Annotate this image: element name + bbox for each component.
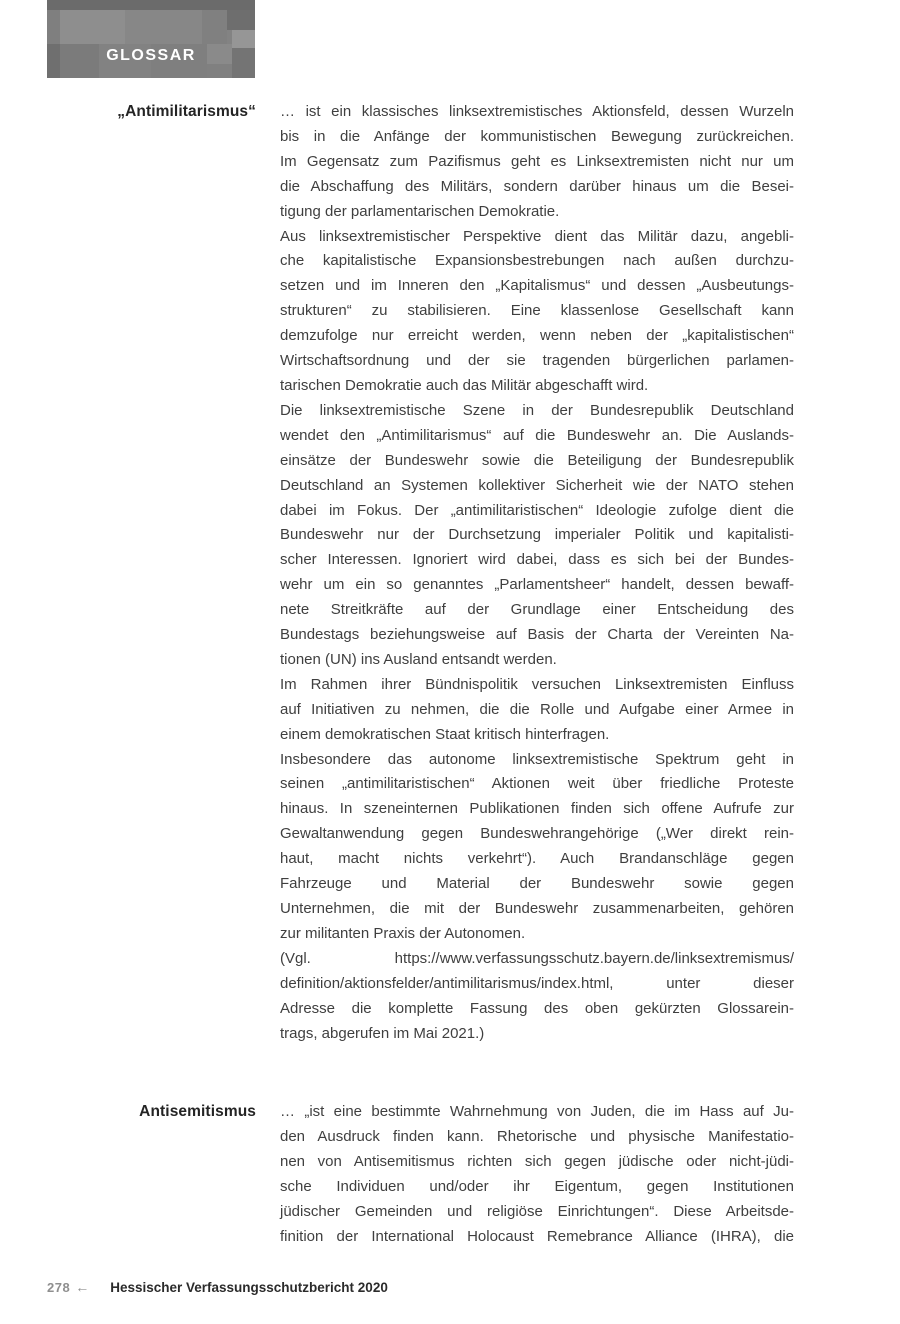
body-line: Wirtschaftsordnung und der sie tragenden bürgerlichen parlamen- bbox=[280, 352, 794, 370]
glossary-entry bbox=[47, 100, 794, 1046]
body-line: definition/aktionsfelder/antimilitarismus/index.html, unter dieser bbox=[280, 974, 794, 992]
body-line: tarischen Demokratie auch das Militär abgeschafft wird. bbox=[280, 376, 649, 394]
body-line: nete Streitkräfte auf der Grundlage einer Entscheidung des bbox=[280, 601, 794, 619]
body-line: tigung der parlamentarischen Demokratie. bbox=[280, 202, 560, 220]
body-line: Im Gegensatz zum Pazifismus geht es Linksextremisten nicht nur um bbox=[280, 152, 794, 170]
body-line: seinen „antimilitaristischen“ Aktionen weit über friedliche Proteste bbox=[280, 775, 794, 793]
body-line: haut, macht nichts verkehrt“). Auch Brandanschläge gegen bbox=[280, 850, 794, 868]
body-line: sche Individuen und/oder ihr Eigentum, gegen Institutionen bbox=[280, 1178, 794, 1196]
body-line: Bundestags beziehungsweise auf Basis der Charta der Vereinten Na- bbox=[280, 626, 794, 644]
body-line: Fahrzeuge und Material der Bundeswehr sowie gegen bbox=[280, 875, 794, 893]
term-definition bbox=[280, 100, 794, 1046]
mosaic-tile bbox=[60, 10, 125, 44]
paragraph bbox=[280, 673, 794, 748]
body-line: Insbesondere das autonome linksextremistische Spektrum geht in bbox=[280, 750, 794, 768]
page-number: 278 bbox=[47, 1280, 71, 1295]
page-footer bbox=[47, 1279, 388, 1295]
body-line: hinaus. In szeneinternen Publikationen finden sich offene Aufrufe zur bbox=[280, 800, 794, 818]
paragraph bbox=[280, 399, 794, 673]
term-definition bbox=[280, 1100, 794, 1249]
mosaic-tile bbox=[47, 10, 60, 44]
mosaic-tile bbox=[47, 0, 255, 10]
body-line: strukturen“ zu stabilisieren. Eine klassenlose Gesellschaft kann bbox=[280, 302, 794, 320]
body-line: zur militanten Praxis der Autonomen. bbox=[280, 924, 526, 942]
body-line: finition der International Holocaust Remebrance Alliance (IHRA), die bbox=[280, 1227, 794, 1245]
body-line: auf Initiativen zu nehmen, die die Rolle und Aufgabe einer Armee in bbox=[280, 700, 794, 718]
glossar-header bbox=[47, 0, 255, 78]
term-label: „Antimilitarismus“ bbox=[117, 103, 256, 120]
body-line: nen von Antisemitismus richten sich gegen jüdische oder nicht-jüdi- bbox=[280, 1153, 794, 1171]
paragraph bbox=[280, 1100, 794, 1249]
paragraph bbox=[280, 100, 794, 225]
mosaic-tile bbox=[207, 64, 232, 78]
body-line: (Vgl. https://www.verfassungsschutz.bayern.de/linksextremismus/ bbox=[280, 949, 794, 967]
body-line: dabei im Fokus. Der „antimilitaristischen“ Ideologie zufolge dient die bbox=[280, 501, 794, 519]
body-line: Unternehmen, die mit der Bundeswehr zusammenarbeiten, gehören bbox=[280, 900, 794, 917]
page-title: GLOSSAR bbox=[106, 47, 196, 64]
body-line: Adresse die komplette Fassung des oben gekürzten Glossarein- bbox=[280, 999, 794, 1017]
paragraph bbox=[280, 748, 794, 947]
body-line: Bundeswehr nur der Durchsetzung imperialer Politik und kapitalisti- bbox=[280, 526, 794, 544]
body-line: trags, abgerufen im Mai 2021.) bbox=[280, 1024, 485, 1042]
body-line: … ist ein klassisches linksextremistisches Aktionsfeld, dessen Wurzeln bbox=[280, 103, 794, 120]
left-arrow-icon: ← bbox=[75, 1279, 90, 1295]
paragraph bbox=[280, 947, 794, 1047]
glossary-entry bbox=[47, 1100, 794, 1249]
mosaic-tile bbox=[232, 30, 255, 48]
body-line: tionen (UN) ins Ausland entsandt werden. bbox=[280, 650, 557, 668]
body-line: … „ist eine bestimmte Wahrnehmung von Juden, die im Hass auf Ju- bbox=[280, 1103, 794, 1121]
body-line: den Ausdruck finden kann. Rhetorische und physische Manifestatio- bbox=[280, 1128, 794, 1146]
body-line: Deutschland an Systemen kollektiver Sicherheit wie der NATO stehen bbox=[280, 476, 794, 494]
body-line: einem demokratischen Staat kritisch hinterfragen. bbox=[280, 725, 610, 743]
body-line: jüdischer Gemeinden und religiöse Einrichtungen“. Diese Arbeitsde- bbox=[280, 1203, 794, 1221]
body-line: Die linksextremistische Szene in der Bundesrepublik Deutschland bbox=[280, 401, 794, 419]
body-line: setzen und im Inneren den „Kapitalismus“ und dessen „Ausbeutungs- bbox=[280, 277, 794, 295]
body-line: einsätze der Bundeswehr sowie die Beteiligung der Bundesrepublik bbox=[280, 451, 794, 469]
mosaic-tile bbox=[202, 10, 227, 44]
paragraph bbox=[280, 225, 794, 399]
body-line: Aus linksextremistischer Perspektive dient das Militär dazu, angebli- bbox=[280, 227, 794, 245]
glossary bbox=[47, 78, 794, 1250]
body-line: wehr um ein so genanntes „Parlamentsheer“ handelt, dessen bewaff- bbox=[280, 576, 794, 594]
mosaic-tile bbox=[125, 10, 202, 44]
body-line: Im Rahmen ihrer Bündnispolitik versuchen Linksextremisten Einfluss bbox=[280, 675, 794, 693]
body-line: Gewaltanwendung gegen Bundeswehrangehörige („Wer direkt rein- bbox=[280, 825, 794, 843]
term-label: Antisemitismus bbox=[139, 1103, 256, 1121]
body-line: wendet den „Antimilitarismus“ auf die Bundeswehr an. Die Auslands- bbox=[280, 426, 794, 444]
body-line: che kapitalistische Expansionsbestrebungen nach außen durchzu- bbox=[280, 252, 794, 270]
body-line: bis in die Anfänge der kommunistischen Bewegung zurückreichen. bbox=[280, 127, 794, 145]
body-line: die Abschaffung des Militärs, sondern darüber hinaus um die Besei- bbox=[280, 177, 794, 195]
report-title: Hessischer Verfassungsschutzbericht 2020 bbox=[110, 1280, 388, 1295]
body-line: demzufolge nur erreicht werden, wenn neben der „kapitalistischen“ bbox=[280, 327, 794, 345]
body-line: scher Interessen. Ignoriert wird dabei, dass es sich bei der Bundes- bbox=[280, 551, 794, 569]
